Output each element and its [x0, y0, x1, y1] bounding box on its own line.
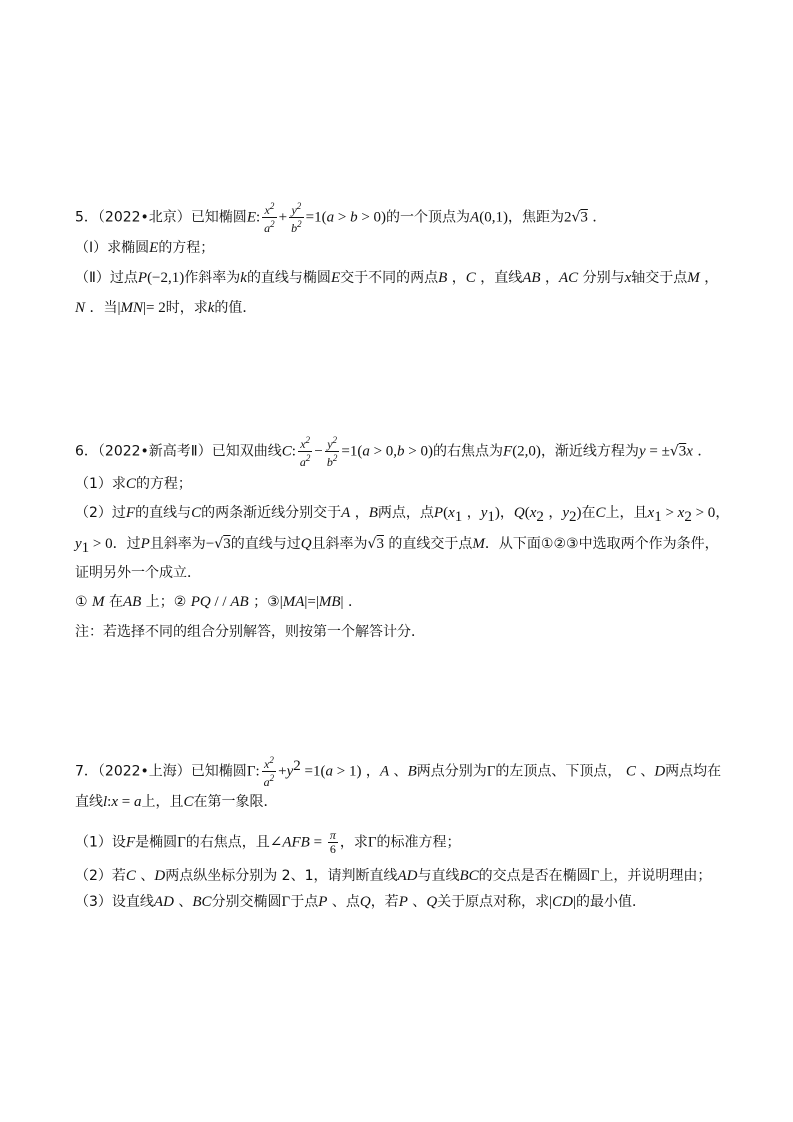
math-fraction: $\frac{x^2}{a^2}$ [264, 201, 275, 235]
math-fraction: $\frac{y^2}{b^2}$ [326, 435, 338, 469]
problem-7-line-4: （2）若C 、D两点纵坐标分别为 2、1，请判断直线AD与直线BC的交点是否在椭圆Γ上，并说明理由； [75, 868, 712, 884]
problem-source: （2022•北京） [97, 209, 191, 226]
problem-7-line-5: （3）设直线AD 、BC分别交椭圆Γ于点P 、点Q，若P 、Q关于原点对称，求|CD|的最小值． [75, 894, 647, 910]
problem-5-line-1: 5．（2022•北京）已知椭圆E: $\frac{x^2}{a^2}$ + $\frac{y^2}{b^2}$ =1(a > b > 0)的一个顶点为A(0,1)，焦距为2√3 ． [75, 201, 607, 235]
math-fraction: $\frac{x^2}{a^2}$ [299, 435, 311, 469]
problem-number: 6 [75, 443, 84, 460]
problem-7-line-1: 7．（2022•上海）已知椭圆Γ: $\frac{x^2}{a^2}$ $+y^2 =1(a > 1)$ ，A 、B两点分别为Γ的左顶点、下顶点， C 、D两点均在 [75, 755, 722, 789]
problem-6-note: 注：若选择不同的组合分别解答，则按第一个解答计分． [75, 624, 425, 640]
problem-7-line-2: 直线l:x = a上，且C在第一象限． [75, 794, 278, 810]
problem-6-line-5: 证明另外一个成立． [75, 565, 201, 581]
problem-6-line-2: （1）求C的方程； [75, 476, 192, 492]
problem-source: （2022•上海） [97, 763, 191, 780]
problem-6-line-4: $y_1 > 0$．过P且斜率为−√3的直线与过Q且斜率为√3 的直线交于点M．从下面①②③中选取两个作为条件， [75, 536, 719, 556]
problem-7-line-3: （1）设F是椭圆Γ的右焦点，且∠AFB = $\frac{\pi}{6}$ ，求Γ的标准方程； [75, 828, 461, 856]
problem-5-line-4: N ．当|MN|= 2时，求k的值． [75, 300, 257, 316]
problem-source: （2022•新高考Ⅱ） [97, 443, 212, 460]
problem-6-line-3: （2）过F的直线与C的两条渐近线分别交于A ，B两点，点$P(x_1$ ，$y_1$)，$Q(x_2$ ，$y_2$)在C上，且$x_1 > x_2 > 0$， [75, 505, 730, 525]
problem-5-line-3: （Ⅱ）过点P(−2,1)作斜率为k的直线与椭圆E交于不同的两点B ，C ，直线AB ，AC 分别与x轴交于点M ， [75, 270, 719, 286]
problem-6-line-1: 6．（2022•新高考Ⅱ）已知双曲线C: $\frac{x^2}{a^2}$ − $\frac{y^2}{b^2}$ =1(a > 0,b > 0)的右焦点为F(2,0)，渐近线方程为y = ±√3x ． [75, 435, 712, 469]
problem-number: 7 [75, 763, 84, 780]
math-fraction: $\frac{x^2}{a^2}$ [263, 755, 275, 789]
problem-6-line-6: ① M 在AB 上；② PQ / / AB ；③|MA|=|MB| ． [75, 594, 362, 610]
problem-number: 5 [75, 209, 84, 226]
problem-5-line-2: （Ⅰ）求椭圆E的方程； [75, 240, 215, 256]
math-fraction: $\frac{y^2}{b^2}$ [291, 201, 302, 235]
math-fraction: $\frac{\pi}{6}$ [329, 828, 336, 856]
